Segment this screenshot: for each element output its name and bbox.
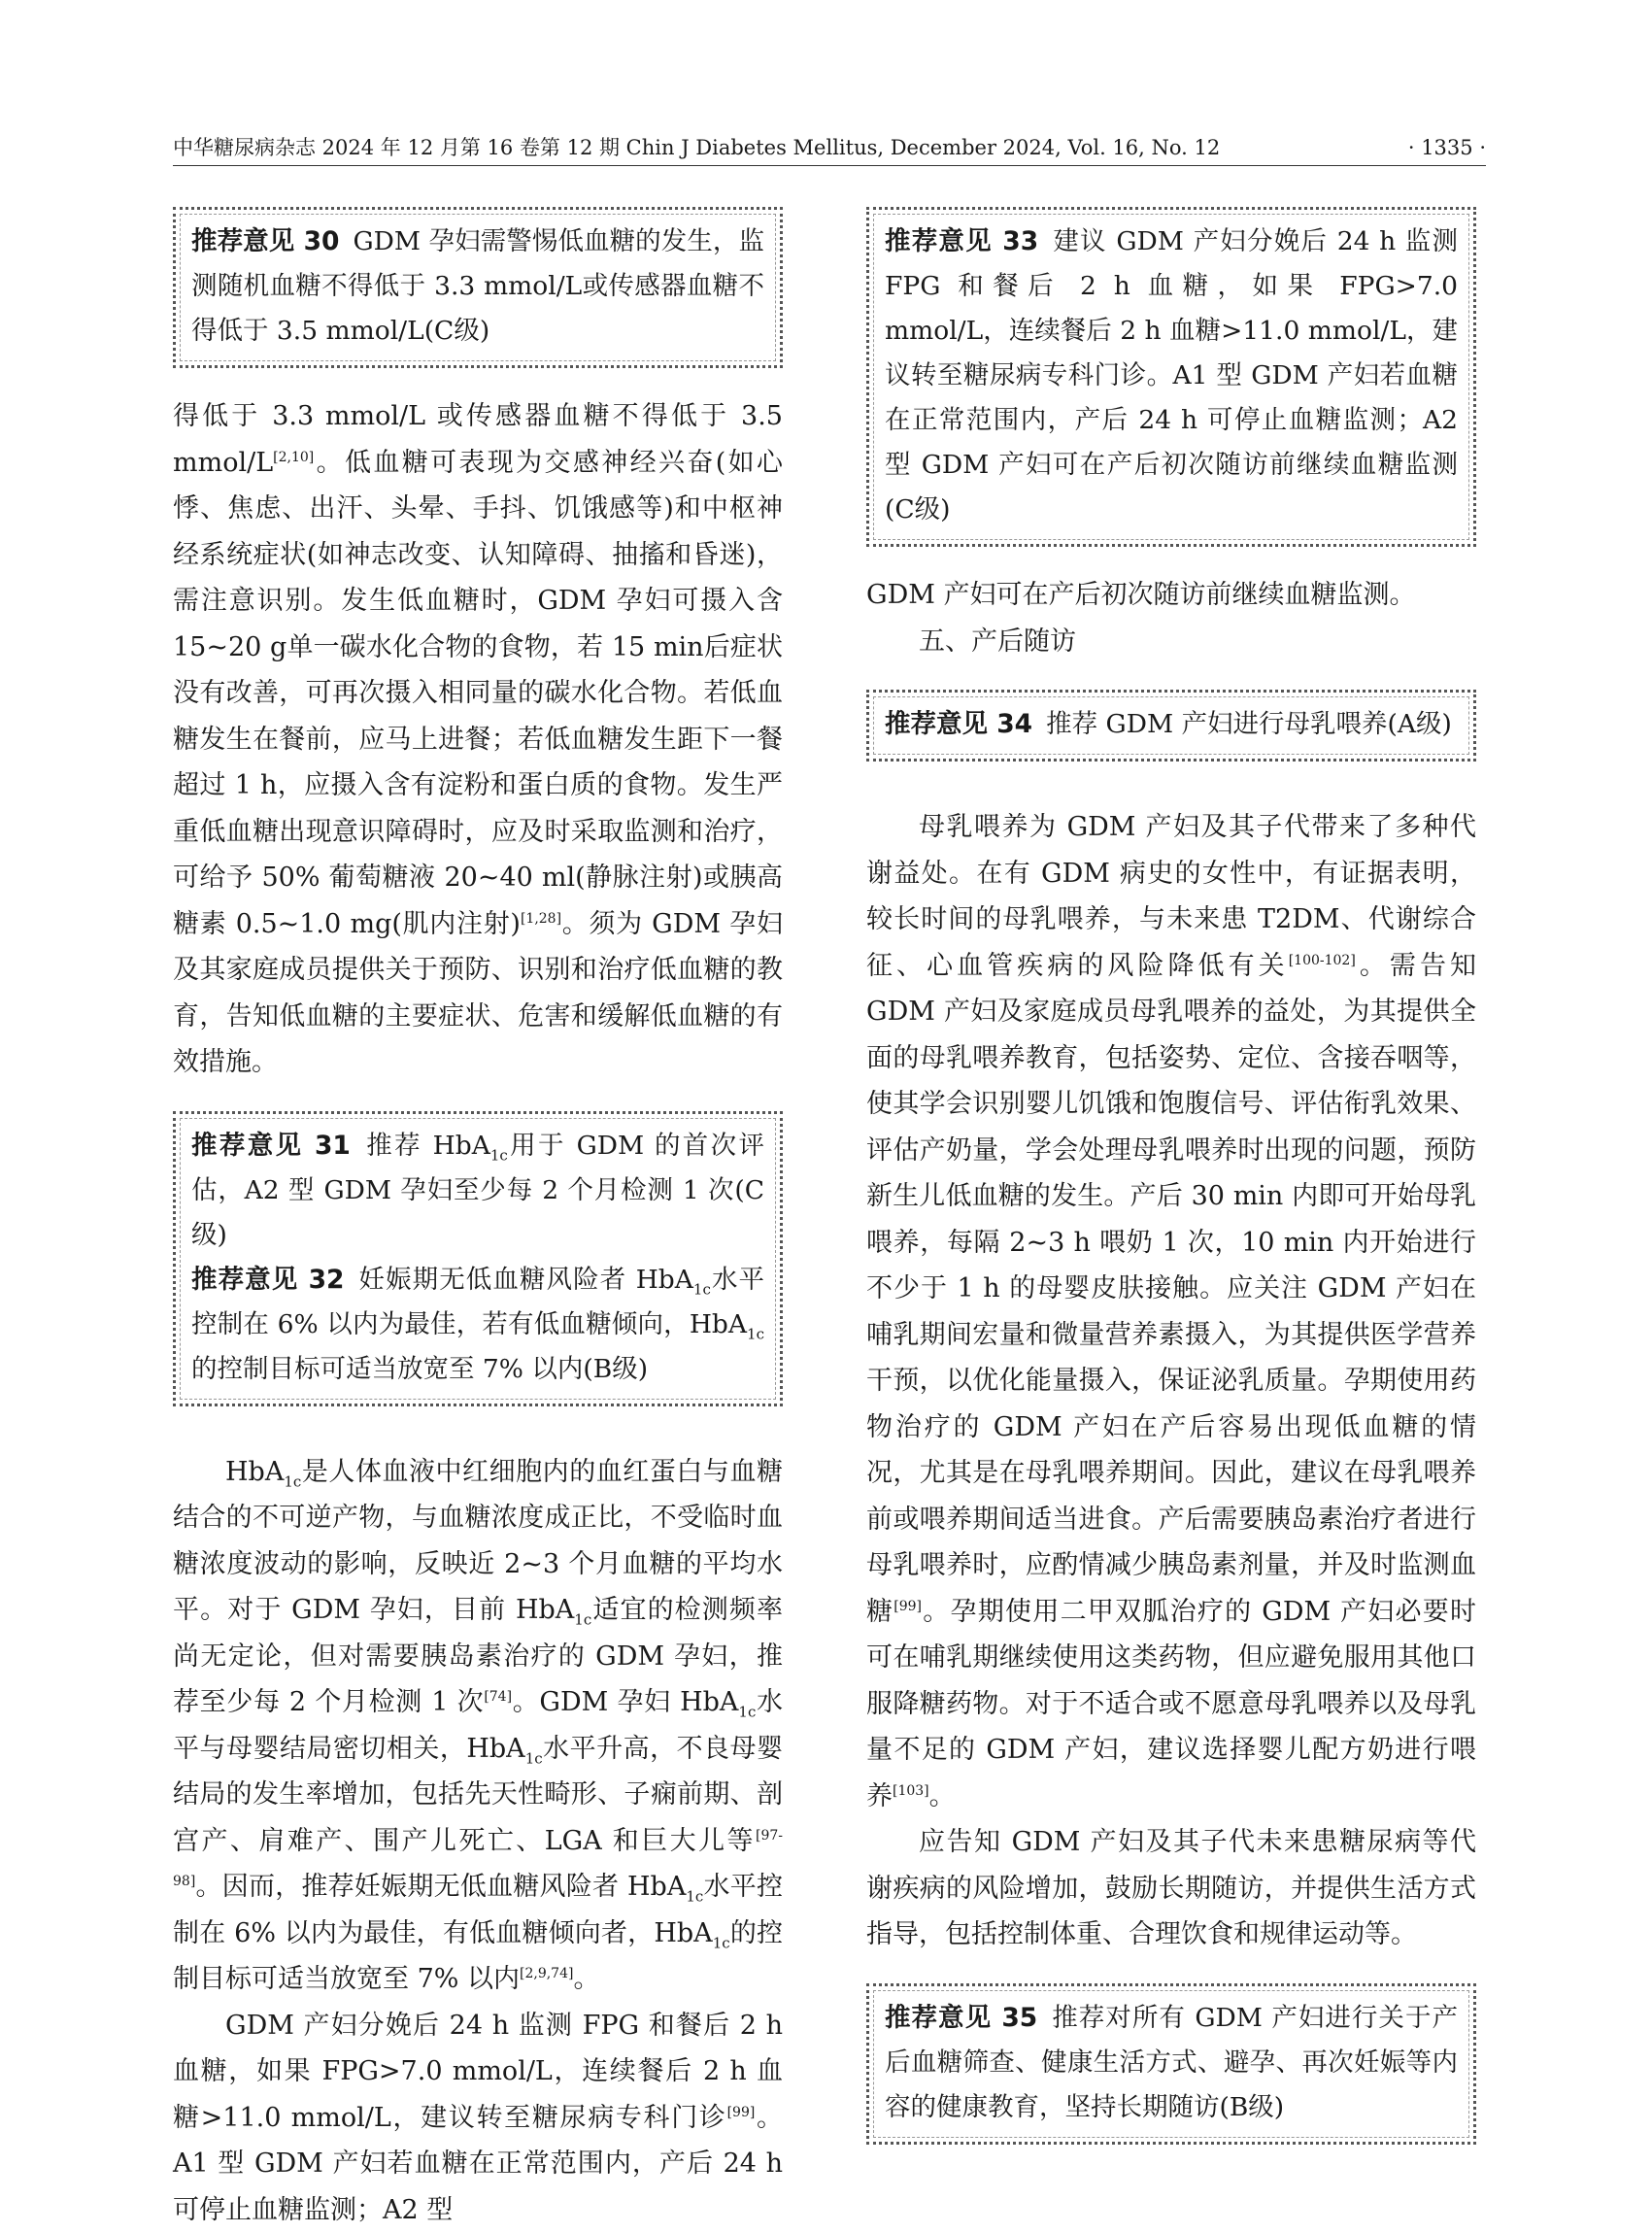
text-run: 。需告知 GDM 产妇及家庭成员母乳喂养的益处，为其提供全面的母乳喂养教育，包括姿势、定位、含接吞咽等，使其学会识别婴儿饥饿和饱腹信号、评估衔乳效果、评估产奶量，学会处理母乳喂养时出现的问题，预防新生儿低血糖的发生。产后 30 min 内即可开始母乳喂养，每隔 2~3 h 喂奶 1 次，10 min 内开始进行不少于 1 h 的母婴皮肤接触。应关注 GDM 产妇在哺乳期间宏量和微量营养素摄入，为其提供医学营养干预，以优化能量摄入，保证泌乳质量。孕期使用药物治疗的 GDM 产妇在产后容易出现低血糖的情况，尤其是在母乳喂养期间。因此，建议在母乳喂养前或喂养期间适当进食。产后需要胰岛素治疗者进行母乳喂养时，应酌情减少胰岛素剂量，并及时监测血糖 bbox=[866, 951, 1476, 1627]
subscript: 1c bbox=[686, 1887, 703, 1905]
recommendation-35-text: 推荐对所有 GDM 产妇进行关于产后血糖筛查、健康生活方式、避孕、再次妊娠等内容的健康教育，坚持长期随访(B级) bbox=[885, 2003, 1458, 2122]
citation: [99] bbox=[727, 2105, 756, 2120]
section-heading: 五、产后随访 bbox=[866, 619, 1476, 665]
citation: [2,10] bbox=[273, 450, 314, 465]
recommendation-33-box bbox=[866, 207, 1476, 547]
recommendation-32-title: 推荐意见 32 bbox=[191, 1265, 344, 1295]
recommendation-32 bbox=[191, 1258, 764, 1392]
text-run: 母乳喂养为 GDM 产妇及其子代带来了多种代谢益处。在有 GDM 病史的女性中，有证据表明，较长时间的母乳喂养，与未来患 T2DM、代谢综合征、心血管疾病的风险降低有关 bbox=[866, 812, 1476, 981]
paragraph-long-term-followup: 应告知 GDM 产妇及其子代未来患糖尿病等代谢疾病的风险增加，鼓励长期随访，并提供生活方式指导，包括控制体重、合理饮食和规律运动等。 bbox=[866, 1819, 1476, 1958]
subscript: 1c bbox=[490, 1146, 508, 1164]
recommendation-34-box bbox=[866, 690, 1476, 761]
recommendation-33-title: 推荐意见 33 bbox=[885, 226, 1038, 256]
paragraph-hba1c bbox=[173, 1449, 783, 2003]
subscript: 1c bbox=[747, 1325, 764, 1342]
recommendation-35-title: 推荐意见 35 bbox=[885, 2003, 1037, 2033]
subscript: 1c bbox=[525, 1749, 543, 1767]
subscript: 1c bbox=[713, 1934, 730, 1951]
text-run: 水平升高，不良母婴结局的发生率增加，包括先天性畸形、子痫前期、剖宫产、肩难产、围产儿死亡、LGA 和巨大儿等 bbox=[173, 1734, 783, 1856]
text-run: 是人体血液中红细胞内的血红蛋白与血糖结合的不可逆产物，与血糖浓度成正比，不受临时血糖浓度波动的影响，反映近 2~3 个月血糖的平均水平。对于 GDM 孕妇，目前 HbA bbox=[173, 1457, 783, 1626]
text-run: 用于 GDM 的首次评估，A2 型 GDM 孕妇至少每 2 个月检测 1 次(C级) bbox=[191, 1131, 764, 1250]
right-column bbox=[866, 199, 1476, 2170]
text-run: 得低于 3.3 mmol/L 或传感器血糖不得低于 3.5 mmol/L bbox=[173, 401, 783, 478]
text-run: 。GDM 孕妇 HbA bbox=[512, 1687, 738, 1717]
recommendation-31 bbox=[191, 1124, 764, 1258]
paragraph-hypoglycemia bbox=[173, 393, 783, 1086]
journal-info: 中华糖尿病杂志 2024 年 12 月第 16 卷第 12 期 Chin J Diabetes Mellitus, December 2024, Vol. 16, No. 12 bbox=[173, 134, 1220, 161]
paragraph-breastfeeding bbox=[866, 804, 1476, 1819]
text-run: 推荐 HbA bbox=[364, 1131, 490, 1161]
text-run: HbA bbox=[225, 1457, 284, 1487]
text-run: 水平控制在 6% 以内为最佳，有低血糖倾向者，HbA bbox=[173, 1872, 783, 1948]
text-run: 。低血糖可表现为交感神经兴奋(如心悸、焦虑、出汗、头晕、手抖、饥饿感等)和中枢神经系统症状(如神志改变、认知障碍、抽搐和昏迷)，需注意识别。发生低血糖时，GDM 孕妇可摄入含 15~20 g单一碳水化合物的食物，若 15 min后症状没有改善，可再次摄入相同量的碳水化合物。若低血糖发生在餐前，应马上进餐；若低血糖发生距下一餐超过 1 h，应摄入含有淀粉和蛋白质的食物。发生严重低血糖出现意识障碍时，应及时采取监测和治疗，可给予 50% 葡萄糖液 20~40 ml(静脉注射)或胰高糖素 0.5~1.0 mg(肌内注射) bbox=[173, 448, 783, 939]
citation: [2,9,74] bbox=[520, 1966, 573, 1981]
citation: [103] bbox=[893, 1783, 929, 1799]
text-run: 水平与母婴结局密切相关，HbA bbox=[173, 1687, 783, 1764]
recommendation-34-text: 推荐 GDM 产妇进行母乳喂养(A级) bbox=[1046, 709, 1452, 739]
citation: [74] bbox=[484, 1689, 512, 1705]
text-run: 。孕期使用二甲双胍治疗的 GDM 产妇必要时可在哺乳期继续使用这类药物，但应避免服用其他口服降糖药物。对于不适合或不愿意母乳喂养以及母乳量不足的 GDM 产妇，建议选择婴儿配方奶进行喂养 bbox=[866, 1597, 1476, 1811]
text-run: 。因而，推荐妊娠期无低血糖风险者 HbA bbox=[195, 1872, 686, 1902]
subscript: 1c bbox=[738, 1703, 756, 1720]
recommendation-35-box bbox=[866, 1983, 1476, 2145]
text-run: 。 bbox=[929, 1781, 956, 1811]
recommendation-33-text: 建议 GDM 产妇分娩后 24 h 监测 FPG 和餐后 2 h 血糖，如果 FPG>7.0 mmol/L，连续餐后 2 h 血糖>11.0 mmol/L，建议转至糖尿病专科门诊。A1 型 GDM 产妇若血糖在正常范围内，产后 24 h 可停止血糖监测；A2 型 GDM 产妇可在产后初次随访前继续血糖监测(C级) bbox=[885, 226, 1458, 524]
subscript: 1c bbox=[284, 1472, 301, 1490]
text-run: 。须为 GDM 孕妇及其家庭成员提供关于预防、识别和治疗低血糖的教育，告知低血糖的主要症状、危害和缓解低血糖的有效措施。 bbox=[173, 909, 783, 1078]
citation: [1,28] bbox=[521, 911, 561, 927]
header-rule bbox=[173, 165, 1486, 166]
recommendation-34-title: 推荐意见 34 bbox=[885, 709, 1032, 739]
text-run: GDM 产妇分娩后 24 h 监测 FPG 和餐后 2 h 血糖，如果 FPG>7.0 mmol/L，连续餐后 2 h 血糖>11.0 mmol/L，建议转至糖尿病专科门诊 bbox=[173, 2011, 783, 2133]
text-run: 适宜的检测频率尚无定论，但对需要胰岛素治疗的 GDM 孕妇，推荐至少每 2 个月检测 1 次 bbox=[173, 1595, 783, 1717]
text-run: 的控制目标可适当放宽至 7% 以内 bbox=[173, 1918, 783, 1995]
recommendation-30-box bbox=[173, 207, 783, 368]
paragraph-postpartum-monitoring bbox=[173, 2003, 783, 2233]
text-run: 的控制目标可适当放宽至 7% 以内(B级) bbox=[191, 1354, 648, 1384]
paragraph-continue-monitoring: GDM 产妇可在产后初次随访前继续血糖监测。 bbox=[866, 572, 1476, 619]
recommendation-30-title: 推荐意见 30 bbox=[191, 226, 340, 256]
page-number: · 1335 · bbox=[1408, 134, 1486, 161]
text-run: 水平控制在 6% 以内为最佳，若有低血糖倾向，HbA bbox=[191, 1265, 764, 1339]
text-run: 。A1 型 GDM 产妇若血糖在正常范围内，产后 24 h 可停止血糖监测；A2 型 bbox=[173, 2103, 783, 2225]
text-run: 妊娠期无低血糖风险者 HbA bbox=[357, 1265, 692, 1295]
recommendation-31-title: 推荐意见 31 bbox=[191, 1131, 351, 1161]
citation: [99] bbox=[893, 1599, 922, 1614]
left-column bbox=[173, 199, 783, 2233]
recommendation-30-text: GDM 孕妇需警惕低血糖的发生，监测随机血糖不得低于 3.3 mmol/L或传感器血糖不得低于 3.5 mmol/L(C级) bbox=[191, 226, 764, 346]
citation: [100-102] bbox=[1289, 953, 1356, 968]
subscript: 1c bbox=[574, 1610, 591, 1628]
citation: [97-98] bbox=[173, 1828, 783, 1890]
recommendation-31-32-box bbox=[173, 1111, 783, 1406]
text-run: 。 bbox=[573, 1964, 599, 1994]
subscript: 1c bbox=[693, 1280, 711, 1298]
